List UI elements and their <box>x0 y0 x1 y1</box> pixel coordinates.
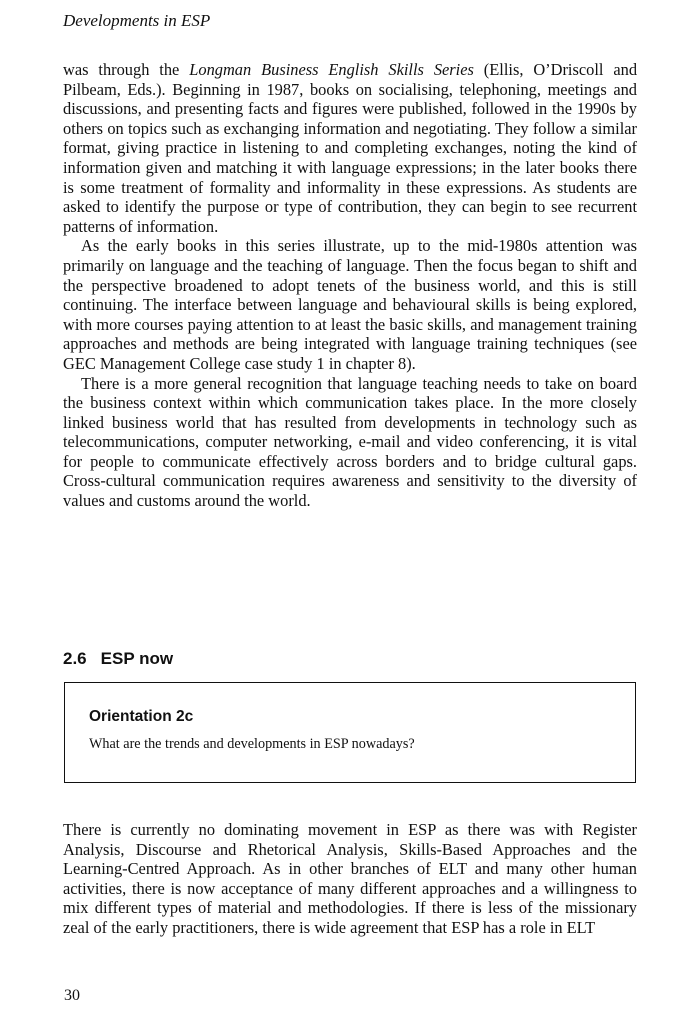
paragraph-mid-1980s: As the early books in this series illustrate, up to the mid-1980s attention was primarily on language and the teaching of language. Then the focus began to shift and the perspective broadened to adopt tenets of the business world, and this is still continuing. The interface between language and behavioural skills is being explored, with more courses paying attention to at least the basic skills, and management training approaches and methods are being integrated with language training techniques (see GEC Management College case study 1 in chapter 8). <box>63 236 637 373</box>
orientation-box <box>64 682 636 783</box>
intro-paragraph <box>63 60 637 236</box>
paragraph-business-context: There is a more general recognition that language teaching needs to take on board the business context within which communication takes place. In the more closely linked business world that has resulted from developments in technology such as telecommunications, computer networking, e-mail and video conferencing, it is vital for people to communicate effectively across borders and to bridge cultural gaps. Cross-cultural communication requires awareness and sensitivity to the diversity of values and customs around the world. <box>63 373 637 511</box>
page-number: 30 <box>64 987 80 1004</box>
body-text-bottom <box>63 820 637 938</box>
section-title: ESP now <box>100 649 174 668</box>
orientation-question: What are the trends and developments in ESP nowadays? <box>89 736 415 752</box>
intro-pre: was through the <box>63 60 190 79</box>
series-title: Longman Business English Skills Series <box>189 60 474 79</box>
body-text-top <box>63 60 637 511</box>
running-head: Developments in ESP <box>63 11 211 30</box>
orientation-title: Orientation 2c <box>89 708 194 725</box>
section-number: 2.6 <box>63 649 87 668</box>
intro-post: (Ellis, O’Driscoll and Pilbeam, Eds.). Beginning in 1987, books on socialising, telephoning, meetings and discussions, and presenting facts and figures were published, followed in the 1990s by others on topics such as exchanging information and negotiating. They follow a similar format, giving practice in listening to and completing exchanges, noting the kind of information given and matching it with language expressions; in the later books there is some treatment of formality and informality in these expressions. As students are asked to identify the purpose or type of contribution, they can begin to see recurrent patterns of information. <box>63 60 638 236</box>
section-heading <box>63 648 173 670</box>
closing-paragraph: There is currently no dominating movement in ESP as there was with Register Analysis, Discourse and Rhetorical Analysis, Skills-Based Approaches and the Learning-Centred Approach. As in other branches of ELT and many other human activities, there is now acceptance of many different approaches and a willingness to mix different types of material and methodologies. If there is less of the missionary zeal of the early practitioners, there is wide agreement that ESP has a role in ELT <box>63 820 637 937</box>
